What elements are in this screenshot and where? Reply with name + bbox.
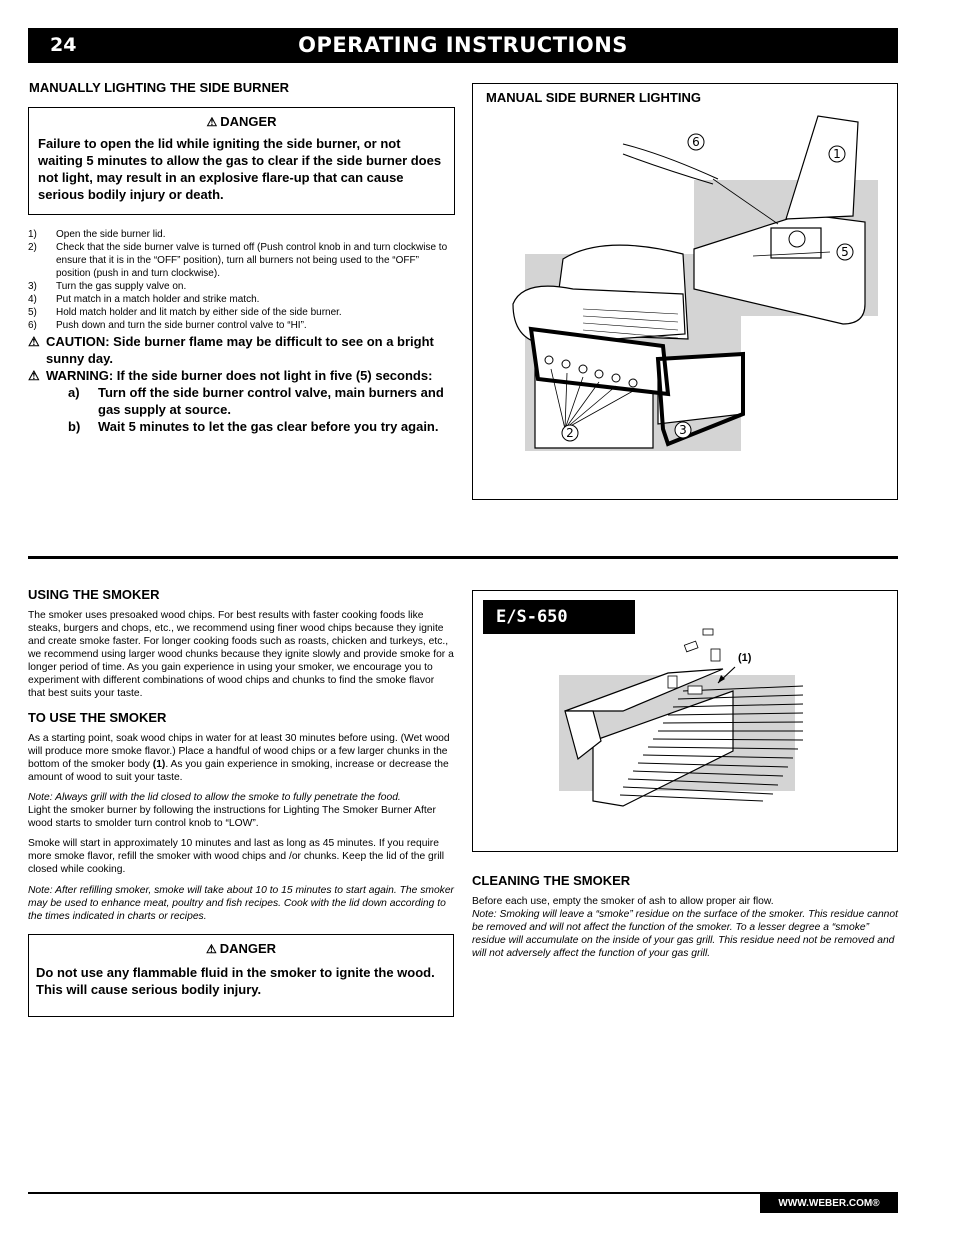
step-item: 5) Hold match holder and lit match by either side of the side burner. bbox=[28, 307, 342, 318]
cleaning-smoker-heading: CLEANING THE SMOKER bbox=[472, 873, 631, 888]
caution-warning-block bbox=[28, 333, 453, 435]
to-use-smoker-heading: TO USE THE SMOKER bbox=[28, 710, 167, 725]
lighting-steps bbox=[28, 228, 453, 332]
cleaning-note: Note: Smoking will leave a “smoke” residue on the surface of the smoker. This residue cannot be removed and will not affect the function of the smoker. To a lesser degree a “smoke” residue will accumulate on the inside of your gas grill. This residue need not be removed and will not adversely affect the function of your gas grill. bbox=[472, 909, 898, 959]
note-lid-closed: Note: Always grill with the lid closed to allow the smoke to fully penetrate the food. bbox=[28, 792, 401, 803]
light-smoker-text: Light the smoker burner by following the instructions for Lighting The Smoker Burner After wood starts to smolder turn control knob to “LOW”. bbox=[28, 805, 436, 829]
svg-text:(1): (1) bbox=[738, 652, 752, 664]
smoke-duration-text: Smoke will start in approximately 10 minutes and last as long as 45 minutes. If you require more smoke flavor, refill the smoker with wood chips and /or chunks. Keep the lid of the grill closed while cooking. bbox=[28, 838, 445, 875]
danger-box-smoker bbox=[28, 934, 454, 1017]
svg-text:5: 5 bbox=[841, 245, 849, 259]
side-burner-figure bbox=[472, 83, 898, 500]
to-use-text: As a starting point, soak wood chips in water for at least 30 minutes before using. (Wet wood will produce more smoke flavor.) Place a handful of wood chips or a few larger chunks in the bottom of the smoker body (1). As you gain experience in smoking, increase or decrease the amount of wood to suit your taste. bbox=[28, 733, 450, 783]
side-burner-heading: MANUALLY LIGHTING THE SIDE BURNER bbox=[29, 80, 290, 95]
section-divider bbox=[28, 556, 898, 559]
sub-step: a) Turn off the side burner control valve, main burners and gas supply at source. bbox=[68, 385, 444, 417]
page-number: 24 bbox=[50, 34, 77, 56]
step-item: 2) Check that the side burner valve is turned off (Push control knob in and turn clockwise to ensure that it is in the “OFF” position), turn all burners not being used to the “OFF” position (push in and turn clockwise). bbox=[28, 242, 448, 279]
step-item: 3) Turn the gas supply valve on. bbox=[28, 281, 187, 292]
sub-step: b) Wait 5 minutes to let the gas clear before you try again. bbox=[68, 419, 439, 434]
danger-box-side-burner bbox=[28, 107, 455, 215]
grill-illustration bbox=[473, 84, 897, 499]
note-refilling: Note: After refilling smoker, smoke will take about 10 to 15 minutes to start again. The smoker may be used to enhance meat, poultry and fish recipes. Cook with the lid down according to the times indicated in charts or recipes. bbox=[28, 885, 454, 922]
warning-triangle-icon: ⚠ bbox=[28, 368, 40, 383]
footer-url[interactable]: WWW.WEBER.COM® bbox=[760, 1194, 898, 1213]
step-item: 4) Put match in a match holder and strike match. bbox=[28, 294, 260, 305]
caution-text: ⚠ CAUTION: Side burner flame may be difficult to see on a bright sunny day. bbox=[28, 334, 434, 366]
smoker-intro: The smoker uses presoaked wood chips. For best results with faster cooking foods like steaks, burgers and chops, etc., we recommend using finer wood chips because they ignite and create smoke faster. For longer cooking foods such as roasts, chicken and turkeys, etc., we recommend using larger wood chunks because they ignite slowly and provide smoke for a longer period of time. As you gain experience in using your smoker, we encourage you to experiment with different combinations of wood chips and chunks to find the smoke flavor that best suits your taste. bbox=[28, 610, 454, 699]
page-title: OPERATING INSTRUCTIONS bbox=[298, 33, 628, 57]
svg-text:2: 2 bbox=[566, 426, 574, 440]
svg-text:6: 6 bbox=[692, 135, 700, 149]
model-label: E/S-650 bbox=[483, 600, 635, 634]
step-item: 6) Push down and turn the side burner control valve to “HI”. bbox=[28, 320, 307, 331]
danger-header: ⚠ DANGER bbox=[206, 114, 277, 129]
danger-text: Failure to open the lid while igniting the side burner, or not waiting 5 minutes to allow the gas to clear if the side burner does not light, may result in an explosive flare-up that can cause serious bodily injury or death. bbox=[38, 136, 442, 202]
step-item: 1) Open the side burner lid. bbox=[28, 229, 166, 240]
using-smoker-heading: USING THE SMOKER bbox=[28, 587, 160, 602]
figure-title: MANUAL SIDE BURNER LIGHTING bbox=[486, 90, 701, 105]
danger-text: Do not use any flammable fluid in the smoker to ignite the wood. This will cause serious bodily injury. bbox=[36, 965, 435, 997]
caution-triangle-icon: ⚠ bbox=[28, 334, 40, 349]
warning-triangle-icon: ⚠ bbox=[206, 115, 218, 129]
svg-text:1: 1 bbox=[833, 147, 841, 161]
danger-header: ⚠ DANGER bbox=[205, 941, 277, 956]
cleaning-text: Before each use, empty the smoker of ash to allow proper air flow. bbox=[472, 896, 774, 907]
page-header bbox=[28, 28, 898, 63]
warning-triangle-icon: ⚠ bbox=[205, 942, 217, 956]
warning-text: ⚠ WARNING: If the side burner does not light in five (5) seconds: bbox=[28, 368, 433, 383]
svg-text:3: 3 bbox=[679, 423, 687, 437]
